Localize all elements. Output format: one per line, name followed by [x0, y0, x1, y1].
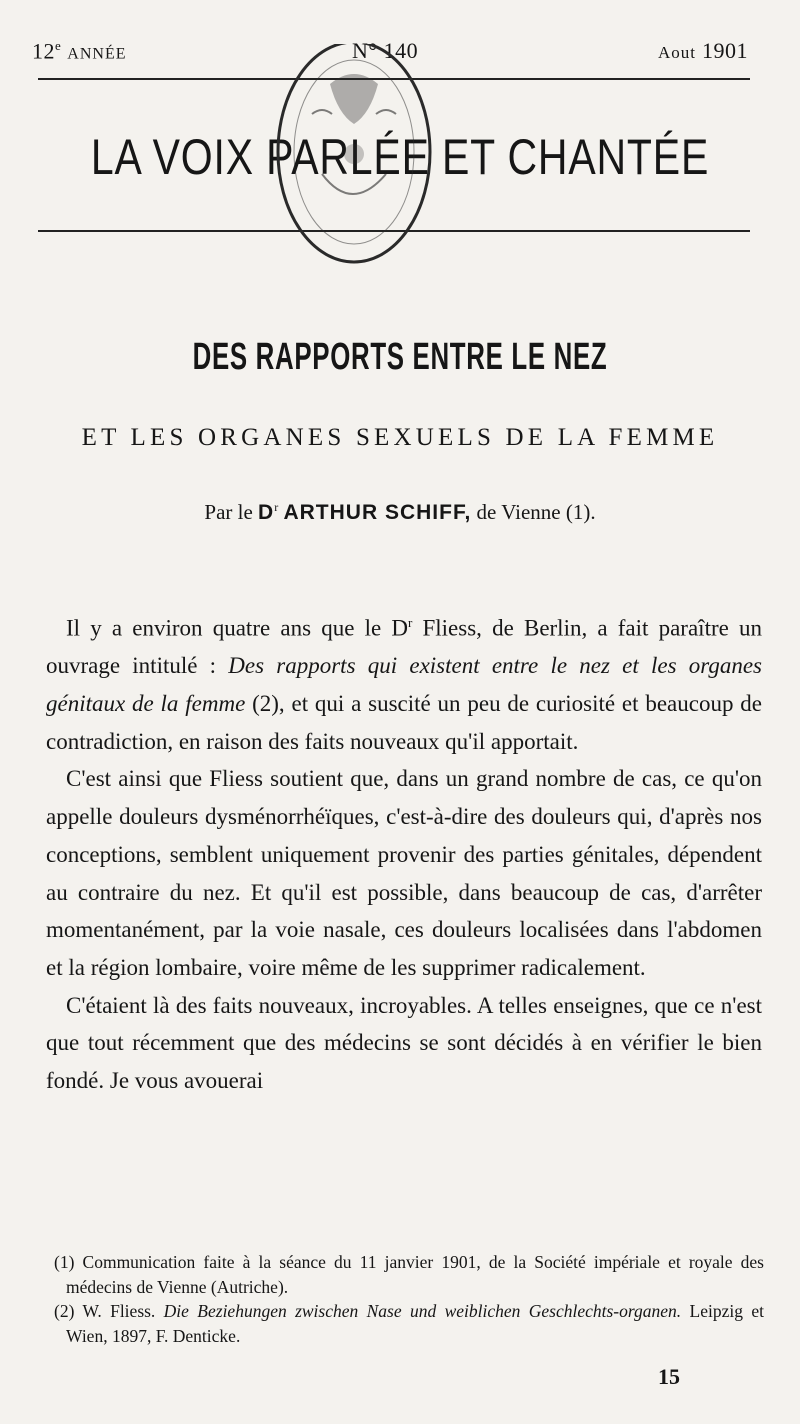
- date-year: 1901: [702, 38, 748, 63]
- journal-title: LA VOIX PARLÉE ET CHANTÉE: [90, 129, 710, 185]
- year-suffix: e: [55, 38, 62, 53]
- article-subtitle: ET LES ORGANES SEXUELS DE LA FEMME: [81, 424, 719, 451]
- byline-dr-sup: r: [274, 500, 279, 514]
- p1-text-b: Fliess, de Berlin, a fait paraître un ouvrage intitulé :: [46, 615, 762, 679]
- p1-text-c: (2), et qui a suscité un peu de curiosité et beaucoup de contradiction, en raison des faits nouveaux qu'il apportait.: [46, 691, 762, 754]
- volume-year: [32, 38, 127, 64]
- byline: [0, 500, 800, 525]
- page-number: 15: [658, 1364, 680, 1389]
- p1-cited-title: Des rapports qui existent entre le nez et les organes génitaux de la femme: [46, 653, 762, 717]
- article-body: [46, 604, 762, 1100]
- byline-prefix: Par le: [204, 500, 253, 524]
- library-stamp-icon: [272, 44, 442, 274]
- p1-sup: r: [407, 615, 413, 630]
- year-word: ANNÉE: [67, 45, 127, 63]
- footnote-2: [54, 1299, 764, 1348]
- article-title: DES RAPPORTS ENTRE LE NEZ: [192, 336, 608, 378]
- date-month: Aout: [658, 43, 696, 62]
- year-number: 12: [32, 38, 55, 64]
- author-name: ARTHUR SCHIFF,: [283, 501, 472, 524]
- p1-text-a: Il y a environ quatre ans que le D: [66, 615, 408, 641]
- byline-suffix: de Vienne (1).: [476, 500, 596, 524]
- issue-date: [658, 38, 748, 64]
- footnote-2-text-a: (2) W. Fliess.: [54, 1301, 164, 1321]
- footnote-1: (1) Communication faite à la séance du 11 janvier 1901, de la Société impériale et royale des médecins de Vienne (Autriche).: [54, 1252, 764, 1297]
- byline-dr: D: [258, 501, 275, 524]
- paragraph-3: C'étaient là des faits nouveaux, incroyables. A telles enseignes, que ce n'est que tout récemment que des médecins se sont décidés à en vérifier le bien fondé. Je vous avouerai: [46, 992, 762, 1094]
- footnote-2-text-b: Leipzig et Wien, 1897, F. Denticke.: [66, 1301, 764, 1346]
- paragraph-2: C'est ainsi que Fliess soutient que, dans un grand nombre de cas, ce qu'on appelle douleurs dysménorrhéïques, c'est-à-dire des douleurs qui, d'après nos conceptions, semblent uniquement provenir des parties génitales, dépendent au contraire du nez. Et qu'il est possible, dans beaucoup de cas, d'arrêter momentanément, par la voie nasale, ces douleurs localisées dans l'abdomen et la région lombaire, voire même de les supprimer radicalement.: [46, 766, 762, 980]
- footnote-2-cited-title: Die Beziehungen zwischen Nase und weiblichen Geschlechts-organen.: [163, 1301, 682, 1321]
- footnotes: [46, 1250, 764, 1348]
- paragraph-1: [46, 604, 762, 760]
- issue-number: N° 140: [352, 38, 419, 63]
